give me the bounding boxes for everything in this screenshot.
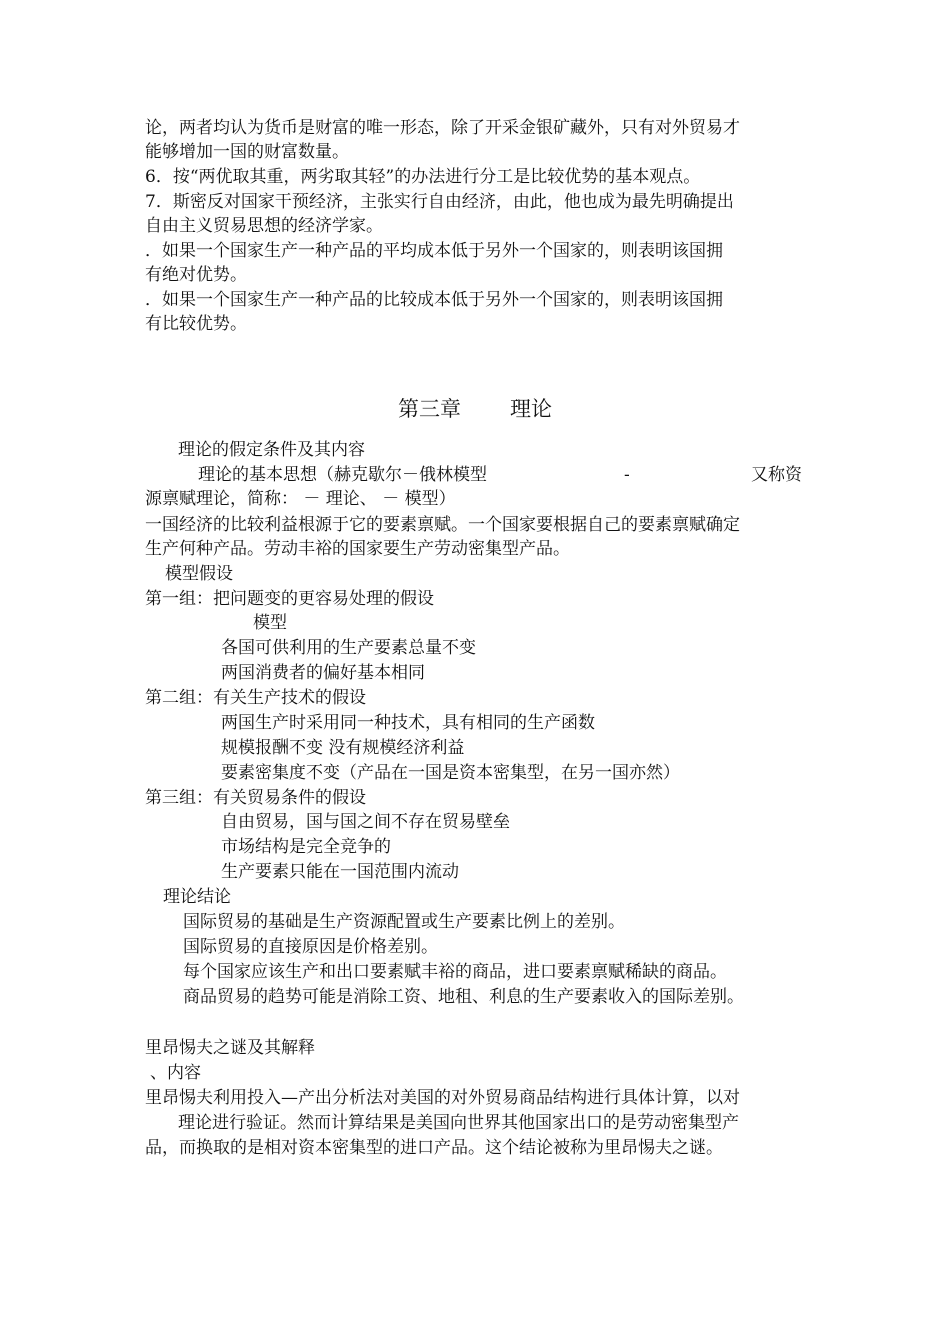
text-line: 理论的基本思想（赫克歇尔－俄林模型 [198,465,487,485]
text-line: 生产何种产品。劳动丰裕的国家要生产劳动密集型产品。 [145,539,570,559]
chapter-number: 第三章 [398,397,461,421]
list-item: 模型 [253,613,287,633]
list-item: 各国可供利用的生产要素总量不变 [221,638,476,658]
text-line: 6．按“两优取其重，两劣取其轻”的办法进行分工是比较优势的基本观点。 [145,167,701,187]
list-item: 要素密集度不变（产品在一国是资本密集型，在另一国亦然） [221,763,680,783]
text-line: 理论进行验证。然而计算结果是美国向世界其他国家出口的是劳动密集型产 [178,1113,739,1133]
group-heading: 第一组：把问题变的更容易处理的假设 [145,589,434,609]
text-line: 源禀赋理论，简称： － 理论、 － 模型） [145,489,456,509]
dash-mark: - [624,465,630,485]
group-heading: 第二组：有关生产技术的假设 [145,688,366,708]
sub-heading: 、内容 [150,1063,201,1083]
list-item: 规模报酬不变 没有规模经济利益 [221,738,465,758]
section-heading: 模型假设 [165,564,233,584]
list-item: 国际贸易的基础是生产资源配置或生产要素比例上的差别。 [183,912,625,932]
text-line: 里昂惕夫利用投入—产出分析法对美国的对外贸易商品结构进行具体计算，以对 [145,1088,740,1108]
group-heading: 第三组：有关贸易条件的假设 [145,788,366,808]
section-heading: 里昂惕夫之谜及其解释 [145,1038,315,1058]
text-line: 品，而换取的是相对资本密集型的进口产品。这个结论被称为里昂惕夫之谜。 [145,1138,723,1158]
list-item: 每个国家应该生产和出口要素赋丰裕的商品，进口要素禀赋稀缺的商品。 [183,962,727,982]
list-item: 市场结构是完全竞争的 [221,837,391,857]
list-item: 生产要素只能在一国范围内流动 [221,862,459,882]
list-item: 两国生产时采用同一种技术，具有相同的生产函数 [221,713,595,733]
text-line: 一国经济的比较利益根源于它的要素禀赋。一个国家要根据自己的要素禀赋确定 [145,515,740,535]
text-line: 论，两者均认为货币是财富的唯一形态，除了开采金银矿藏外，只有对外贸易才 [145,118,740,138]
list-item: 自由贸易，国与国之间不存在贸易壁垒 [221,812,510,832]
text-line: 有比较优势。 [145,314,247,334]
text-line: 自由主义贸易思想的经济学家。 [145,216,383,236]
list-item: 商品贸易的趋势可能是消除工资、地租、利息的生产要素收入的国际差别。 [183,987,744,1007]
text-line: 7．斯密反对国家干预经济，主张实行自由经济，由此，他也成为最先明确提出 [145,192,734,212]
text-line: ．如果一个国家生产一种产品的平均成本低于另外一个国家的，则表明该国拥 [145,241,723,261]
chapter-name: 理论 [510,397,552,421]
section-heading: 理论结论 [163,887,231,907]
text-line: 有绝对优势。 [145,265,247,285]
text-line: ．如果一个国家生产一种产品的比较成本低于另外一个国家的，则表明该国拥 [145,290,723,310]
text-line: 能够增加一国的财富数量。 [145,142,349,162]
text-line: 又称资 [751,465,802,485]
list-item: 两国消费者的偏好基本相同 [221,663,425,683]
list-item: 国际贸易的直接原因是价格差别。 [183,937,438,957]
section-heading: 理论的假定条件及其内容 [178,440,365,460]
